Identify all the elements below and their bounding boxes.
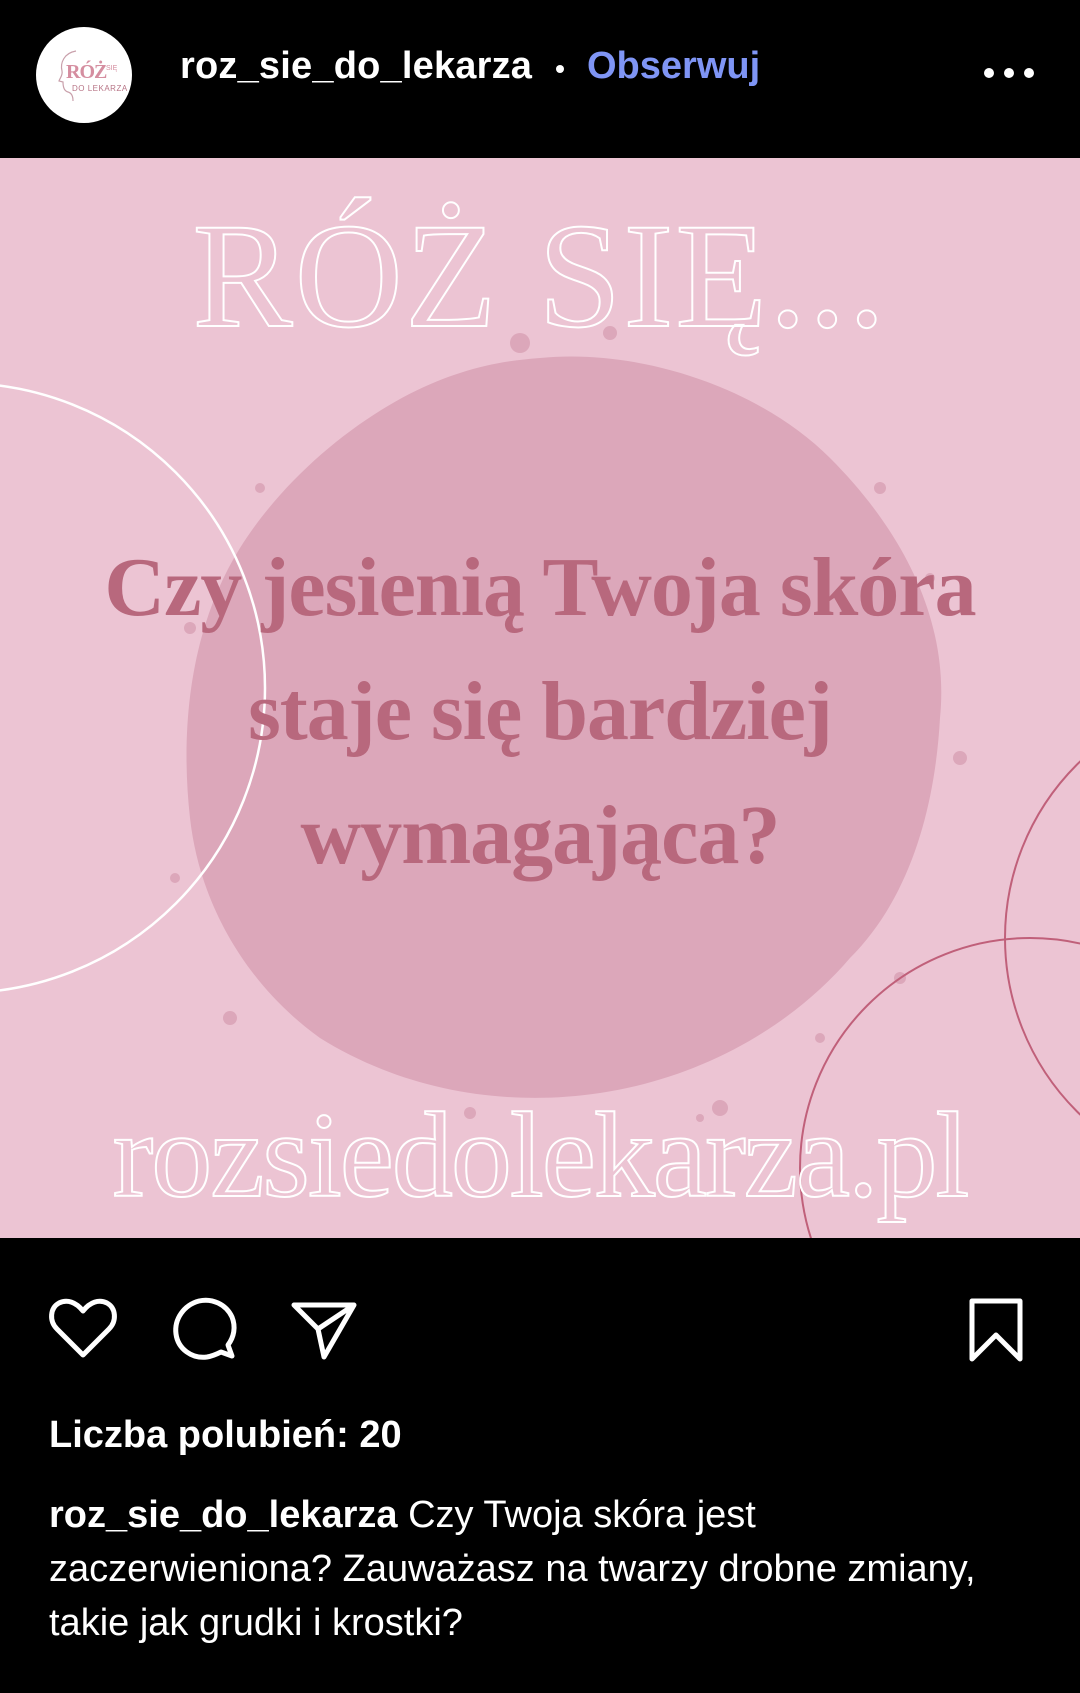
avatar-logo-top: RÓŻ [66, 61, 107, 83]
caption-username[interactable]: roz_sie_do_lekarza [49, 1494, 398, 1536]
follow-button[interactable]: Obserwuj [587, 45, 761, 87]
more-options-button[interactable] [980, 60, 1040, 90]
more-horizontal-icon [1024, 68, 1034, 78]
website-text: rozsiedolekarza.pl [112, 1088, 968, 1223]
bookmark-icon[interactable] [960, 1293, 1032, 1365]
comment-icon[interactable] [168, 1293, 240, 1365]
avatar-logo-bottom: DO LEKARZA [72, 84, 128, 93]
question-text [0, 526, 1080, 898]
question-line-3: wymagająca? [300, 789, 780, 882]
action-bar [0, 1238, 1080, 1398]
avatar-logo-sub: SIĘ [106, 65, 118, 72]
avatar[interactable] [36, 27, 132, 123]
heart-icon[interactable] [47, 1293, 119, 1365]
username[interactable]: roz_sie_do_lekarza [180, 45, 533, 87]
more-horizontal-icon [984, 68, 994, 78]
caption-text: Czy Twoja skóra jest zaczerwieniona? Zauważasz na twarzy drobne zmiany, takie jak grudki i krostki? [49, 1494, 976, 1644]
post-image[interactable] [0, 158, 1080, 1238]
send-icon[interactable] [288, 1293, 360, 1365]
likes-count[interactable]: Liczba polubień: 20 [49, 1414, 402, 1456]
more-horizontal-icon [1004, 68, 1014, 78]
caption [49, 1488, 1009, 1650]
question-line-1: Czy jesienią Twoja skóra [104, 541, 976, 634]
question-line-2: staje się bardziej [248, 665, 832, 758]
post-header [0, 0, 1080, 158]
headline: RÓŻ SIĘ... [192, 193, 888, 359]
separator-dot [556, 65, 564, 73]
